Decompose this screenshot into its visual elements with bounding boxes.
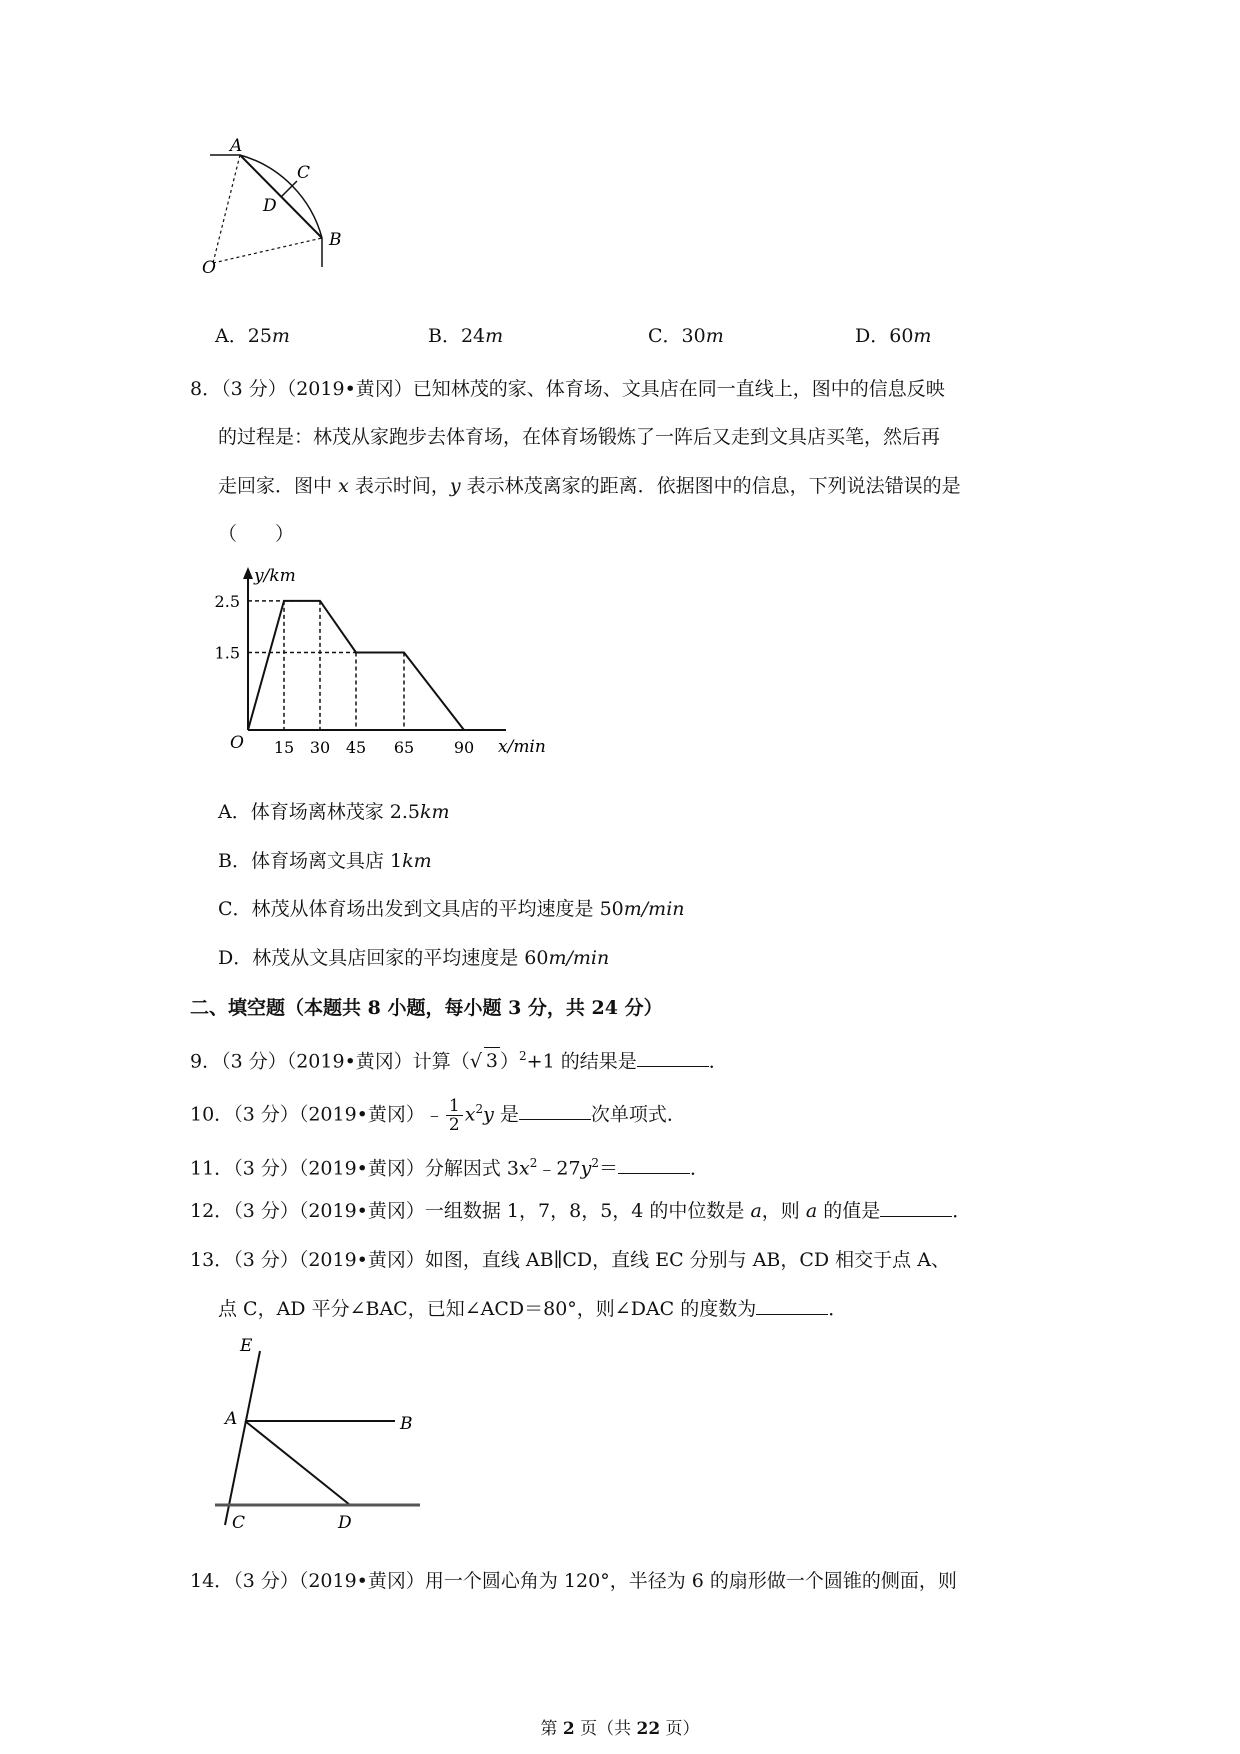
x-tick-65: 65 [393, 738, 415, 757]
q7-label-d: D [263, 196, 277, 216]
q12: 12．（3 分）（2019•黄冈）一组数据 1，7，8，5，4 的中位数是 a，则 a 的值是 ． [190, 1200, 972, 1222]
page-footer: 第 2 页（共 22 页） [540, 1719, 700, 1739]
q13-label-e: E [240, 1336, 253, 1356]
q11-answer-blank[interactable] [618, 1155, 690, 1174]
q8-option-a[interactable]: A．体育场离林茂家 2.5km [218, 801, 450, 823]
q13-label-a: A [225, 1409, 238, 1429]
q8-option-d[interactable]: D．林茂从文具店回家的平均速度是 60m/min [218, 947, 610, 969]
q7-option-d[interactable]: D．60m [855, 325, 932, 347]
q9: 9．（3 分）（2019•黄冈）计算（√ 3 ）$^2$+1 的结果是 ． [190, 1049, 728, 1073]
section-2-heading: 二、填空题（本题共 8 小题，每小题 3 分，共 24 分） [190, 997, 663, 1019]
q8-answer-paren: （ ） [218, 523, 295, 545]
q8-distance-time-chart [200, 565, 580, 770]
q10: 10．（3 分）（2019•黄冈）﹣ $\frac{1}{2}$ $x^2y$ 是 次单项式． [190, 1095, 686, 1135]
q10-fraction: $\frac{1}{2}$ [446, 1097, 463, 1134]
q13-label-d: D [338, 1513, 352, 1533]
origin-label: O [230, 733, 244, 753]
x-tick-45: 45 [345, 738, 367, 757]
q7-label-c: C [297, 163, 311, 183]
y-tick-2.5: 2.5 [214, 591, 240, 611]
q7-figure [202, 135, 365, 285]
q8-option-b[interactable]: B．体育场离文具店 1km [218, 850, 432, 872]
q13-line-2: 点 C，AD 平分∠BAC，已知∠ACD＝80°，则∠DAC 的度数为 ． [218, 1298, 848, 1320]
q7-option-a[interactable]: A．25m [215, 325, 290, 347]
y-tick-1.5: 1.5 [214, 643, 240, 663]
q13-answer-blank[interactable] [756, 1296, 828, 1315]
q7-label-a: A [230, 136, 243, 156]
q13-label-b: B [400, 1414, 413, 1434]
q11: 11．（3 分）（2019•黄冈）分解因式 $3x^2﹣27y^2=$ ． [190, 1156, 709, 1180]
q8-line-1: 8．（3 分）（2019•黄冈）已知林茂的家、体育场、文具店在同一直线上，图中的信息反映 [190, 378, 945, 400]
q10-answer-blank[interactable] [519, 1101, 591, 1120]
q13-figure [210, 1335, 430, 1535]
q13-line-1: 13．（3 分）（2019•黄冈）如图，直线 AB∥CD，直线 EC 分别与 AB，CD 相交于点 A、 [190, 1249, 950, 1271]
x-tick-90: 90 [453, 738, 475, 757]
sqrt-symbol: √ [469, 1050, 482, 1073]
y-axis-arrow [243, 567, 253, 579]
q14: 14．（3 分）（2019•黄冈）用一个圆心角为 120°，半径为 6 的扇形做一个圆锥的侧面，则 [190, 1570, 957, 1592]
q8-line-3: 走回家．图中 x 表示时间，y 表示林茂离家的距离．依据图中的信息，下列说法错误的是 [218, 475, 961, 497]
q12-answer-blank[interactable] [880, 1198, 952, 1217]
q8-option-c[interactable]: C．林茂从体育场出发到文具店的平均速度是 50m/min [218, 898, 685, 920]
x-axis-label: x/min [498, 737, 546, 757]
y-axis-label: y/km [254, 566, 296, 586]
q9-answer-blank[interactable] [637, 1048, 709, 1067]
q7-option-b[interactable]: B．24m [428, 325, 504, 347]
x-tick-15: 15 [273, 738, 295, 757]
q7-option-c[interactable]: C．30m [648, 325, 724, 347]
q13-label-c: C [232, 1513, 246, 1533]
q7-label-b: B [329, 230, 342, 250]
q8-line-2: 的过程是：林茂从家跑步去体育场，在体育场锻炼了一阵后又走到文具店买笔，然后再 [218, 426, 941, 448]
q7-label-o: O [202, 258, 216, 278]
x-tick-30: 30 [309, 738, 331, 757]
